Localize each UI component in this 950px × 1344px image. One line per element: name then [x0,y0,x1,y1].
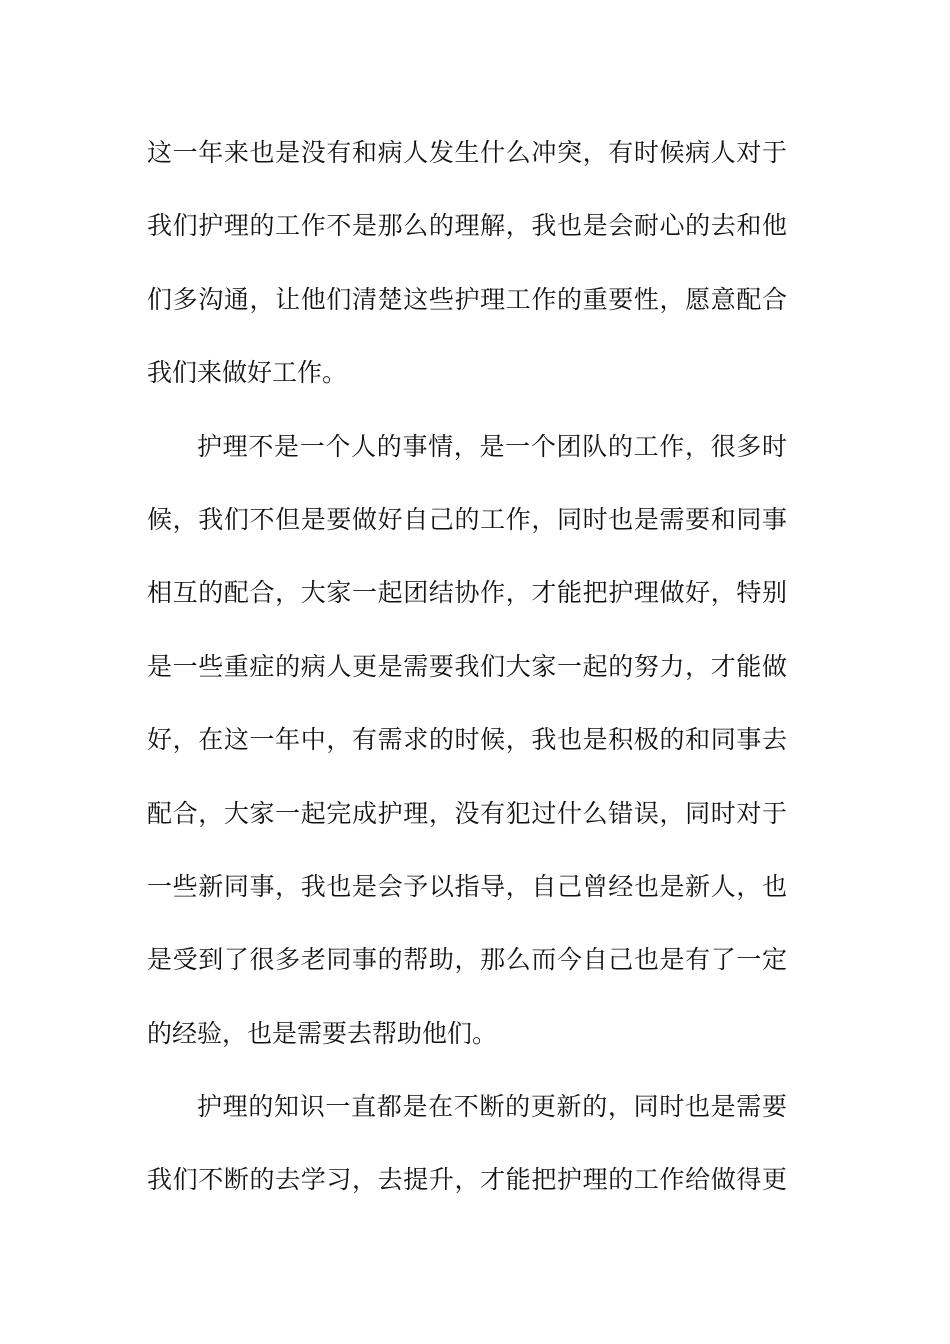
text-line: 配合，大家一起完成护理，没有犯过什么错误，同时对于 [147,798,787,828]
text-line: 相互的配合，大家一起团结协作，才能把护理做好，特别 [147,578,787,608]
text-line: 好，在这一年中，有需求的时候，我也是积极的和同事去 [147,725,787,755]
text-line: 我们来做好工作。 [147,358,348,388]
body-text [147,125,787,1226]
text-line: 这一年来也是没有和病人发生什么冲突，有时候病人对于 [147,138,787,167]
text-line: 是受到了很多老同事的帮助，那么而今自己也是有了一定 [147,945,787,975]
text-line: 们多沟通，让他们清楚这些护理工作的重要性，愿意配合 [147,284,787,314]
text-line: 是一些重症的病人更是需要我们大家一起的努力，才能做 [147,651,787,681]
text-line: 候，我们不但是要做好自己的工作，同时也是需要和同事 [147,504,787,534]
text-line: 一些新同事，我也是会予以指导，自己曾经也是新人，也 [147,871,787,901]
text-line: 的经验，也是需要去帮助他们。 [147,1018,498,1048]
paragraph-first-line: 护理的知识一直都是在不断的更新的，同时也是需要 [197,1092,787,1122]
paragraph-first-line: 护理不是一个人的事情，是一个团队的工作，很多时 [197,431,787,461]
text-line: 我们不断的去学习，去提升，才能把护理的工作给做得更 [147,1165,787,1195]
text-line: 我们护理的工作不是那么的理解，我也是会耐心的去和他 [147,211,787,241]
